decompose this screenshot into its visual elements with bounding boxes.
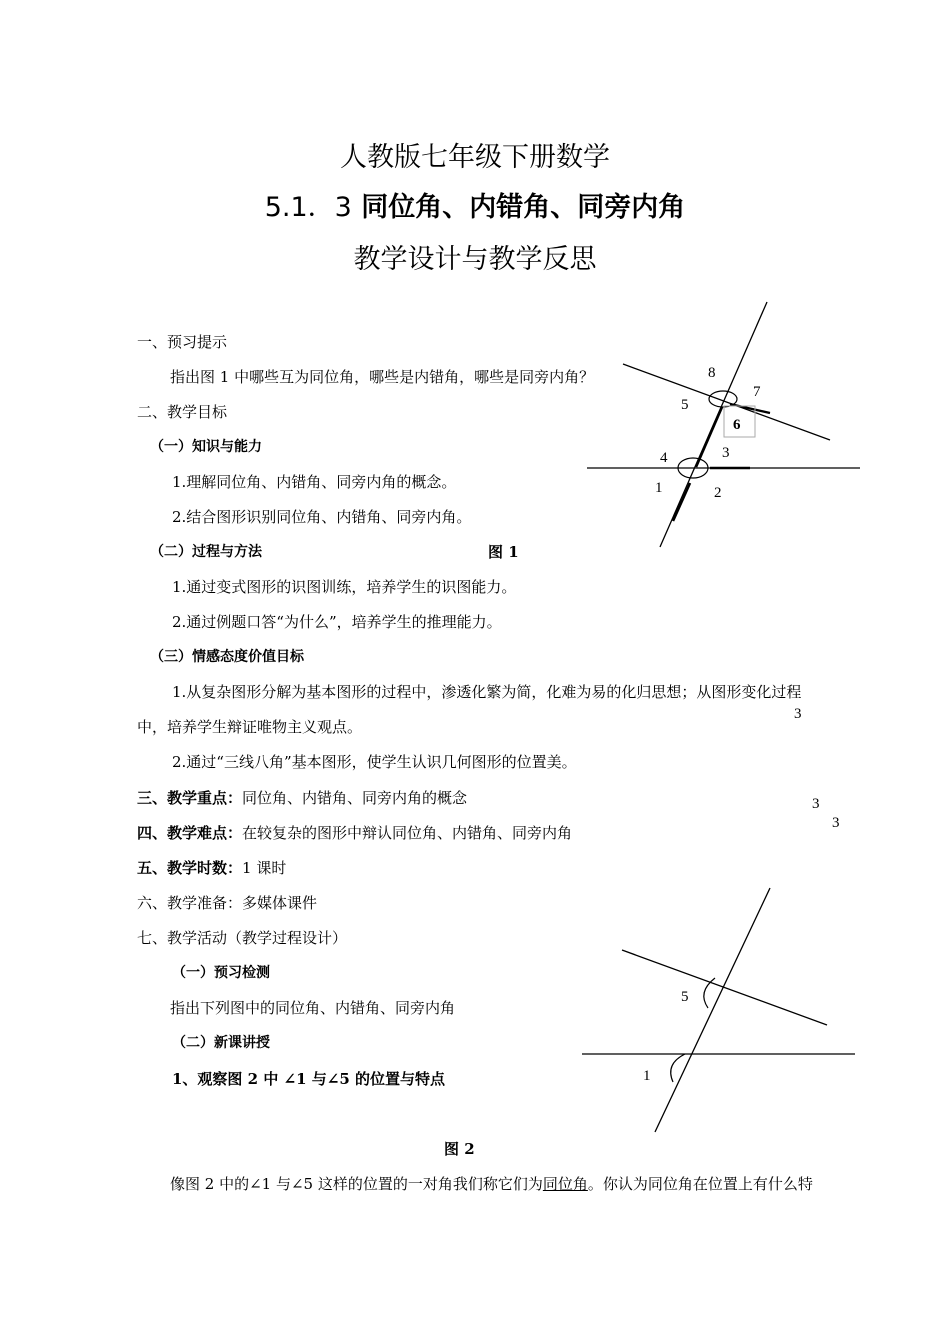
sub3-heading: （三）情感态度价值目标 [150,649,304,665]
title-line3: 教学设计与教学反思 [353,244,597,275]
fig1-label: 3 [722,445,730,461]
preview-heading: 一、预习提示 [137,333,228,351]
fig1-upper-line [623,364,830,440]
act1-text: 指出下列图中的同位角、内错角、同旁内角 [170,999,456,1017]
section-title: 同位角、内错角、同旁内角 [361,192,686,223]
fig2-angle-arc [704,978,715,1008]
sub3-item1-line2: 中，培养学生辩证唯物主义观点。 [137,718,363,736]
difficulty [137,822,572,843]
figure-2 [575,880,865,1140]
sub1-item2: 2.结合图形识别同位角、内错角、同旁内角。 [172,508,472,526]
sub3-item1-line1: 1.从复杂图形分解为基本图形的过程中，渗透化繁为简，化难为易的化归思想；从图形变化过程 [172,683,802,701]
fig1-label: 7 [753,384,761,400]
title-line1: 人教版七年级下册数学 [340,142,610,173]
fig2-caption: 图 2 [444,1140,475,1158]
key-point [137,787,467,808]
fig2-angle-arc [671,1054,685,1082]
prep [137,892,317,913]
sub2-item1: 1.通过变式图形的识图训练，培养学生的识图能力。 [172,578,517,596]
fig2-label: 5 [681,989,689,1005]
prep-label: 六、教学准备： [137,894,243,912]
sub1-item1: 1.理解同位角、内错角、同旁内角的概念。 [172,473,457,491]
last-para-before: 像图 2 中的∠1 与∠5 这样的位置的一对角我们称它们为 [170,1175,543,1193]
fig1-bold-segment [673,483,690,521]
act2-heading: （二）新课讲授 [172,1035,270,1051]
sub1-heading: （一）知识与能力 [150,439,262,455]
preview-text: 指出图 1 中哪些互为同位角，哪些是内错角，哪些是同旁内角？ [170,368,595,386]
fig1-label: 4 [660,450,668,466]
sub2-heading: （二）过程与方法 [150,544,262,560]
figure-1 [580,295,870,555]
fig1-angle-arc [709,391,737,407]
key-point-text: 同位角、内错角、同旁内角的概念 [242,789,468,807]
fig1-bold-segment [696,407,722,467]
fig2-upper-line [622,950,827,1025]
sub2-item2: 2.通过例题口答“为什么”，培养学生的推理能力。 [172,613,502,631]
term-corresponding-angles: 同位角 [542,1175,588,1193]
fig1-bold-segment [730,404,770,413]
fig2-label: 1 [643,1068,651,1084]
last-para-after: 。你认为同位角在位置上有什么特 [587,1175,813,1193]
stray-number: 3 [812,796,820,812]
hours [137,857,286,878]
act2-item1: 1、观察图 2 中 ∠1 与∠5 的位置与特点 [172,1070,445,1088]
prep-text: 多媒体课件 [242,894,318,912]
fig1-label: 8 [708,365,716,381]
key-point-label: 三、教学重点： [137,789,243,807]
difficulty-label: 四、教学难点： [137,824,243,842]
fig1-label: 6 [733,417,741,433]
goals-heading: 二、教学目标 [137,403,228,421]
fig1-label: 1 [655,480,663,496]
hours-text: 1 课时 [242,859,287,877]
sub3-item2: 2.通过“三线八角”基本图形，使学生认识几何图形的位置美。 [172,753,577,771]
fig1-caption: 图 1 [488,543,519,561]
act1-heading: （一）预习检测 [172,965,270,981]
difficulty-text: 在较复杂的图形中辩认同位角、内错角、同旁内角 [242,824,573,842]
stray-number: 3 [832,815,840,831]
last-paragraph [170,1173,813,1194]
fig2-transversal [655,888,770,1132]
activity-heading: 七、教学活动（教学过程设计） [137,929,348,947]
title-line2 [0,185,950,224]
fig1-label: 5 [681,397,689,413]
fig1-label: 2 [714,485,722,501]
hours-label: 五、教学时数： [137,859,243,877]
stray-number: 3 [794,706,802,722]
section-number: 5.1．3 [264,192,352,223]
